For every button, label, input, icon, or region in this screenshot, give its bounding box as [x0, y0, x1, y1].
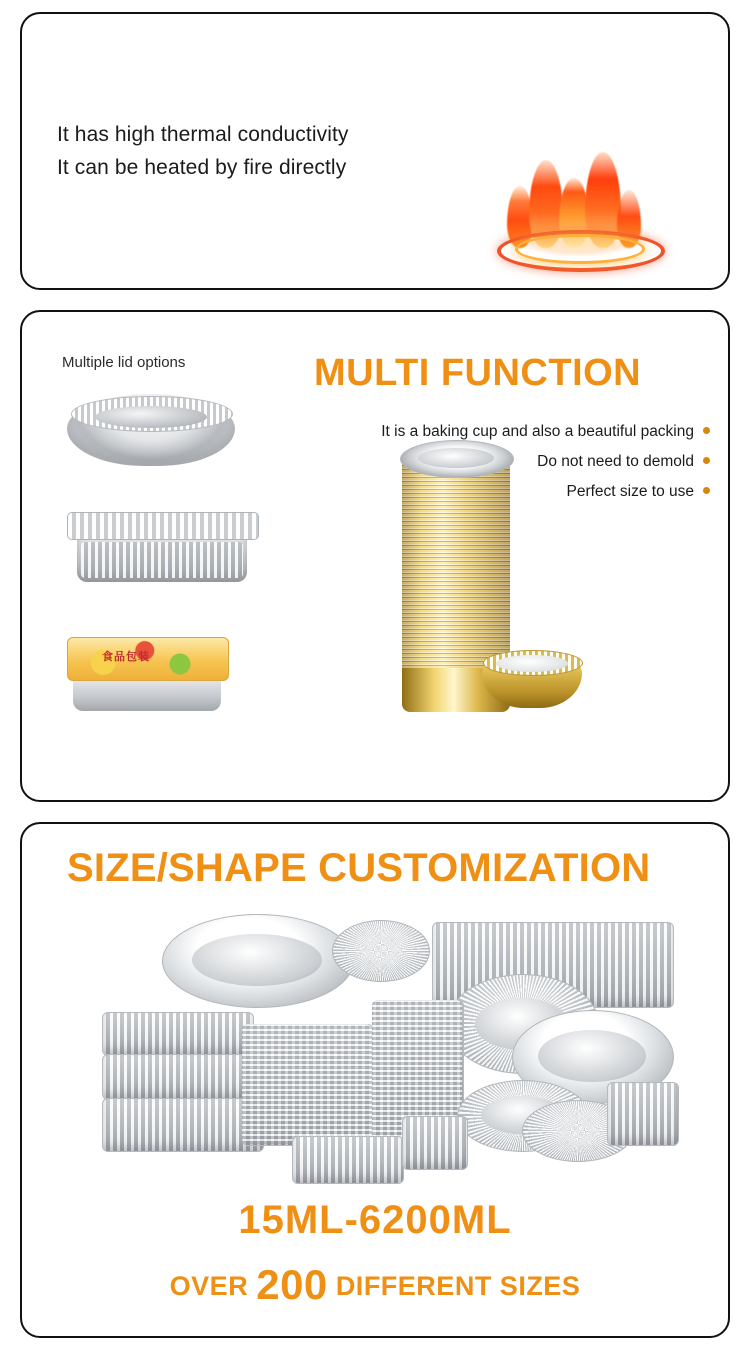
thermal-text-block: [57, 118, 349, 184]
bullet-dot-icon: [703, 487, 710, 494]
container-inner: [95, 406, 207, 428]
bullet-dot-icon: [703, 457, 710, 464]
over-suffix: DIFFERENT SIZES: [335, 1271, 581, 1301]
round-pan-stack-small: [332, 920, 428, 980]
printed-lid-foil-container-image: [67, 637, 227, 717]
bullet-text: Do not need to demold: [537, 453, 694, 470]
multi-function-panel: [20, 310, 730, 802]
rectangular-foil-container-image: [67, 512, 257, 592]
round-foil-container-image: [67, 394, 235, 472]
bullet-text: It is a baking cup and also a beautiful packing: [381, 423, 694, 440]
flame-ring-inner: [515, 234, 645, 264]
cup-stack-top-inner: [418, 448, 494, 468]
small-diamond-pan: [402, 1116, 466, 1168]
thermal-line-2: It can be heated by fire directly: [57, 156, 347, 179]
multiple-lid-options-label: Multiple lid options: [62, 354, 186, 371]
flame-icon: [477, 154, 677, 274]
single-gold-baking-cup-image: [482, 650, 582, 712]
shallow-square-pan: [292, 1136, 402, 1182]
rectangular-pan-stack-middle: [102, 1054, 252, 1098]
thermal-conductivity-panel: [20, 12, 730, 290]
over-prefix: OVER: [169, 1271, 249, 1301]
size-shape-title: SIZE/SHAPE CUSTOMIZATION: [67, 846, 651, 890]
sizes-count-line: [22, 1261, 728, 1308]
deep-rectangular-pan: [242, 1024, 372, 1144]
large-oval-pan: [162, 914, 352, 1006]
cup-inside: [496, 655, 568, 672]
sizes-count: 200: [256, 1261, 328, 1308]
container-lid: [67, 512, 259, 540]
rectangular-pan-stack-top: [102, 1012, 252, 1054]
printed-lid: [67, 637, 229, 681]
container-ribs: [81, 542, 243, 578]
bullet-text: Perfect size to use: [566, 483, 694, 500]
assorted-foil-containers-group: [102, 904, 672, 1194]
multi-function-title: MULTI FUNCTION: [314, 352, 642, 394]
square-pan-bottom-right: [607, 1082, 677, 1144]
thermal-line-1: It has high thermal conductivity: [57, 123, 349, 146]
printed-lid-text: 食品包装: [102, 651, 150, 663]
volume-range-text: 15ML-6200ML: [238, 1198, 512, 1242]
size-shape-customization-panel: [20, 822, 730, 1338]
bullet-dot-icon: [703, 427, 710, 434]
rectangular-pan-stack-bottom: [102, 1098, 262, 1150]
